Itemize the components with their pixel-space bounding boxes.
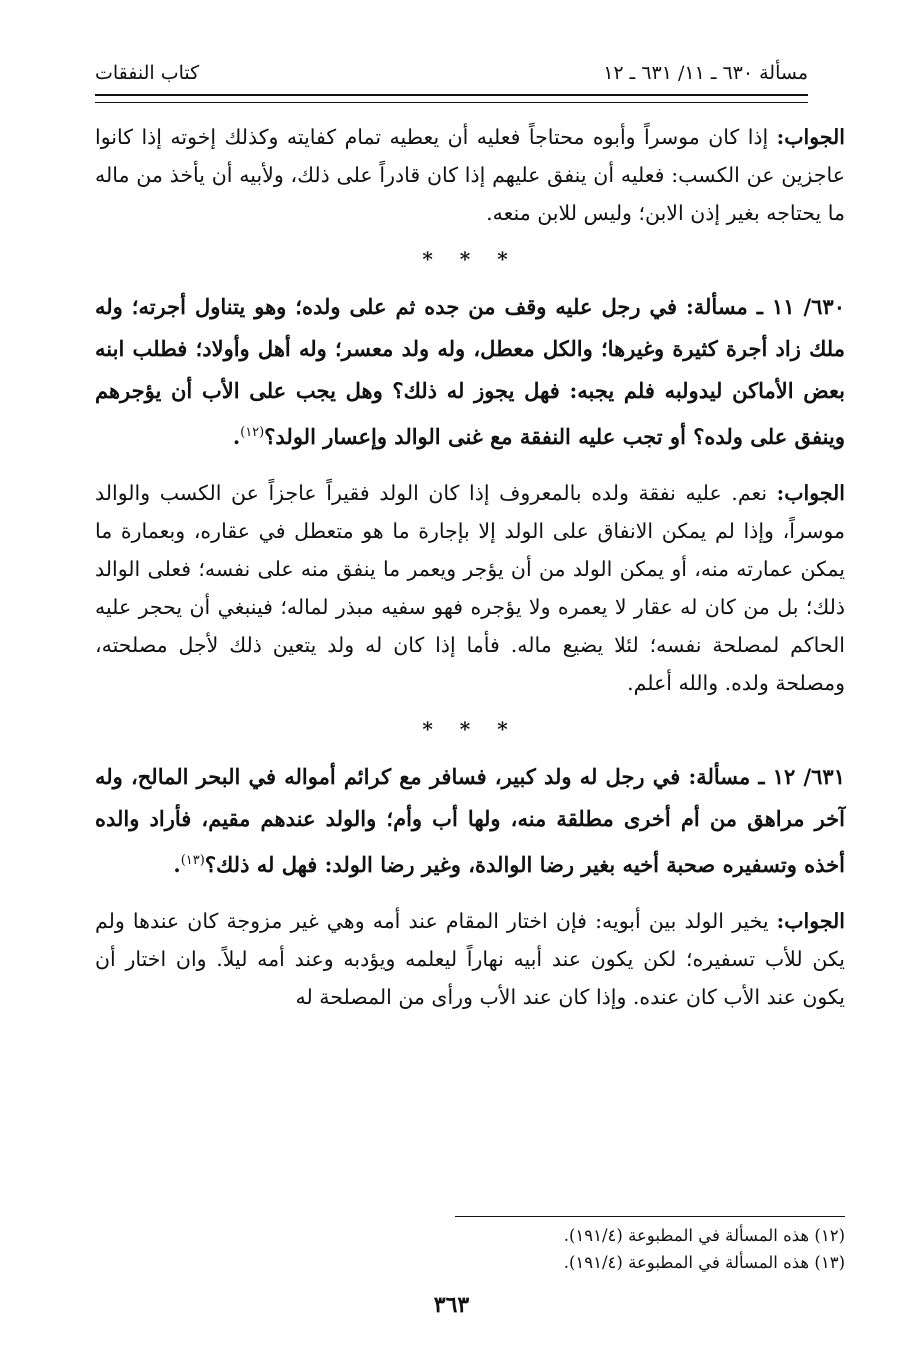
page-body [95,118,845,1016]
answer-text: يخير الولد بين أبويه: فإن اختار المقام عند أمه وهي غير مزوجة كان عندها ولم يكن للأب تسفيره؛ لكن يكون عند أبيه نهاراً ليعلمه ويؤدبه وعند أمه ليلاً. وان اختار أن يكون عند الأب كان عنده. وإذا كان عند الأب ورأى من المصلحة له [95,909,845,1009]
question-number: ٦٣١/ ١٢ ـ مسألة: [688,764,845,789]
footnote-rule [455,1216,845,1217]
footnote-ref: (١٢) [240,425,265,440]
answer-text: إذا كان موسراً وأبوه محتاجاً فعليه أن يعطيه تمام كفايته وكذلك إخوته إذا كانوا عاجزين عن الكسب: فعليه أن ينفق عليهم إذا كان قادراً على ذلك، ولأبيه أن يأخذ من ماله ما يحتاجه بغير إذن الابن؛ وليس للابن منعه. [95,125,845,225]
running-header [95,56,808,90]
spacer [95,886,845,902]
question-text: في رجل له ولد كبير، فسافر مع كرائم أمواله في البحر المالح، وله آخر مراهق من أم أخرى مطلقة منه، ولها أب وأم؛ والولد عندهم مقيم، فأراد والده أخذه وتسفيره صحبة أخيه بغير رضا الوالدة، وغير رضا الولد: فهل له ذلك؟ [95,764,845,877]
answer-label: الجواب: [776,909,845,933]
section-separator: * * * [422,717,518,741]
question-number: ٦٣٠/ ١١ ـ مسألة: [686,294,845,319]
footnote-12: (١٢) هذه المسألة في المطبوعة (١٩١/٤). [563,1226,845,1245]
answer-text: نعم. عليه نفقة ولده بالمعروف إذا كان الولد فقيراً عاجزاً عن الكسب والوالد موسراً، وإذا لم يمكن الانفاق على الولد إلا بإجارة ما هو متعطل في عقاره، وبعمارة ما يمكن عمارته منه، أو يمكن الولد من أن يؤجر ويعمر ما ينفق منه على نفسه؛ فعلى الوالد ذلك؛ بل من كان له عقار لا يعمره ولا يؤجره فهو سفيه مبذر لماله؛ فينبغي أن يحجر عليه الحاكم لمصلحة نفسه؛ لئلا يضيع ماله. فأما إذا كان له ولد يتعين ذلك لأجل مصلحته، ومصلحة ولده. والله أعلم. [95,481,845,695]
header-book-title: كتاب النفقات [95,62,200,84]
footnotes [95,1222,845,1276]
footnote-13: (١٣) هذه المسألة في المطبوعة (١٩١/٤). [563,1253,845,1272]
section-separator: * * * [422,247,518,271]
answer-631 [95,902,845,1016]
answer-label: الجواب: [776,125,845,149]
question-text: في رجل عليه وقف من جده ثم على ولده؛ وهو يتناول أجرته؛ وله ملك زاد أجرة كثيرة وغيرها؛ والكل معطل، وله ولد معسر؛ وله أهل وأولاد؛ فطلب ابنه بعض الأماكن ليدولبه فلم يجبه: فهل يجوز له ذلك؟ وهل يجب على الأب أن يؤجرهم وينفق على ولده؟ أو تجب عليه النفقة مع غنى الوالد وإعسار الولد؟ [95,294,845,449]
page-number: ٣٦٣ [433,1292,470,1318]
answer-629 [95,118,845,232]
question-631: ٦٣١/ ١٢ ـ مسألة: في رجل له ولد كبير، فسافر مع كرائم أمواله في البحر المالح، وله آخر مراهق من أم أخرى مطلقة منه، ولها أب وأم؛ والولد عندهم مقيم، فأراد والده أخذه وتسفيره صحبة أخيه بغير رضا الوالدة، وغير رضا الولد: فهل له ذلك؟$^{(١٣)}$. [95,764,845,877]
footnote-ref: (١٣) [180,853,205,868]
spacer [95,458,845,474]
answer-630 [95,474,845,702]
header-issue-range: مسألة ٦٣٠ ـ ١١/ ٦٣١ ـ ١٢ [603,62,808,84]
question-630: ٦٣٠/ ١١ ـ مسألة: في رجل عليه وقف من جده ثم على ولده؛ وهو يتناول أجرته؛ وله ملك زاد أجرة كثيرة وغيرها؛ والكل معطل، وله ولد معسر؛ وله أهل وأولاد؛ فطلب ابنه بعض الأماكن ليدولبه فلم يجبه: فهل يجوز له ذلك؟ وهل يجب على الأب أن يؤجرهم وينفق على ولده؟ أو تجب عليه النفقة مع غنى الوالد وإعسار الولد؟$^{(١٢)}$. [95,294,845,449]
answer-label: الجواب: [776,481,845,505]
header-rule [95,94,808,103]
